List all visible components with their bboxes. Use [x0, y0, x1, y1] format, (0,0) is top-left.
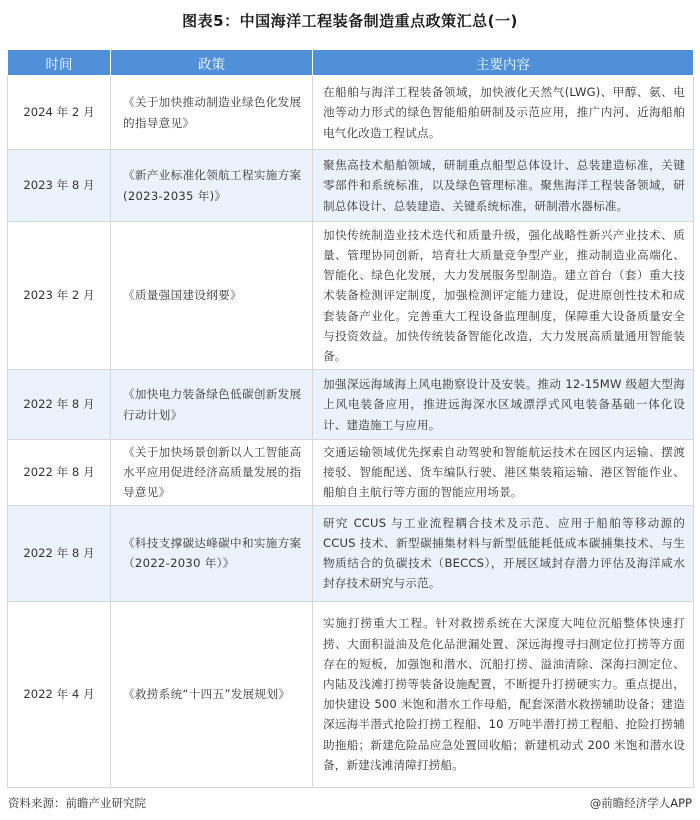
cell-time: 2023 年 8 月 — [8, 150, 111, 222]
policy-table — [7, 49, 694, 788]
source-note: 资料来源：前瞻产业研究院 — [8, 796, 146, 810]
cell-content: 实施打捞重大工程。针对救捞系统在大深度大吨位沉船整体快速打捞、大面积溢油及危化品泄漏处置、深远海搜寻扫测定位打捞等方面存在的短板，加强饱和潜水、沉船打捞、溢油清除、深海扫测定位、内陆及浅滩打捞等装备设施配置，不断提升打捞硬实力。重点提出，加快建设 500 米饱和潜水工作母船，配套深潜水救捞辅助设备；建造深远海半潜式抢险打捞工程船、10 万吨半潜打捞工程船、抢险打捞辅助拖船；新建危险品应急处置回收船；新建机动式 200 米饱和潜水设备，新建浅滩清障打捞船。 — [313, 601, 694, 787]
cell-policy: 《质量强国建设纲要》 — [111, 222, 313, 370]
table-row — [8, 222, 694, 370]
cell-time: 2022 年 8 月 — [8, 440, 111, 506]
cell-time: 2024 年 2 月 — [8, 76, 111, 150]
cell-policy: 《加快电力装备绿色低碳创新发展行动计划》 — [111, 370, 313, 440]
cell-time: 2022 年 8 月 — [8, 370, 111, 440]
chart-title: 图表5：中国海洋工程装备制造重点政策汇总(一) — [182, 12, 518, 30]
table-row — [8, 440, 694, 506]
cell-time: 2023 年 2 月 — [8, 222, 111, 370]
table-row — [8, 601, 694, 787]
cell-policy: 《救捞系统“十四五”发展规划》 — [111, 601, 313, 787]
header-content: 主要内容 — [313, 50, 694, 76]
header-policy: 政策 — [111, 50, 313, 76]
cell-policy: 《科技支撑碳达峰碳中和实施方案（2022-2030 年）》 — [111, 505, 313, 601]
table-row — [8, 76, 694, 150]
table-row — [8, 370, 694, 440]
cell-policy: 《关于加快推动制造业绿色化发展的指导意见》 — [111, 76, 313, 150]
cell-time: 2022 年 4 月 — [8, 601, 111, 787]
cell-time: 2022 年 8 月 — [8, 505, 111, 601]
cell-content: 加快传统制造业技术迭代和质量升级，强化战略性新兴产业技术、质量、管理协同创新，培育壮大质量竞争型产业，推动制造业高端化、智能化、绿色化发展，大力发展服务型制造。建立首台（套）重大技术装备检测评定制度，加强检测评定能力建设，促进原创性技术和成套装备产业化。完善重大工程设备监理制度，保障重大设备质量安全与投资效益。加快传统装备智能化改造，大力发展高质量通用智能装备。 — [313, 222, 694, 370]
cell-content: 研究 CCUS 与工业流程耦合技术及示范、应用于船舶等移动源的 CCUS 技术、新型碳捕集材料与新型低能耗低成本碳捕集技术、与生物质结合的负碳技术（BECCS），开展区域封存潜力评估及海洋咸水封存技术研究与示范。 — [313, 505, 694, 601]
table-header-row — [8, 50, 694, 76]
table-row — [8, 150, 694, 222]
cell-policy: 《关于加快场景创新以人工智能高水平应用促进经济高质量发展的指导意见》 — [111, 440, 313, 506]
cell-content: 加强深远海域海上风电勘察设计及安装。推动 12-15MW 级超大型海上风电装备应用，推进远海深水区域漂浮式风电装备基础一体化设计、建造施工与应用。 — [313, 370, 694, 440]
header-time: 时间 — [8, 50, 111, 76]
cell-content: 在船舶与海洋工程装备领域，加快液化天然气(LWG)、甲醇、氨、电池等动力形式的绿色智能船舶研制及示范应用，推广内河、近海船舶电气化改造工程试点。 — [313, 76, 694, 150]
cell-content: 聚焦高技术船舶领域，研制重点船型总体设计、总装建造标准，关键零部件和系统标准，以及绿色管理标准。聚焦海洋工程装备领域，研制总体设计、总装建造、关键系统标准，研制潜水器标准。 — [313, 150, 694, 222]
cell-content: 交通运输领域优先探索自动驾驶和智能航运技术在园区内运输、摆渡接驳、智能配送、货车编队行驶、港区集装箱运输、港区智能作业、船舶自主航行等方面的智能应用场景。 — [313, 440, 694, 506]
brand-credit: @前瞻经济学人APP — [589, 796, 692, 810]
table-row — [8, 505, 694, 601]
cell-policy: 《新产业标准化领航工程实施方案(2023-2035 年)》 — [111, 150, 313, 222]
